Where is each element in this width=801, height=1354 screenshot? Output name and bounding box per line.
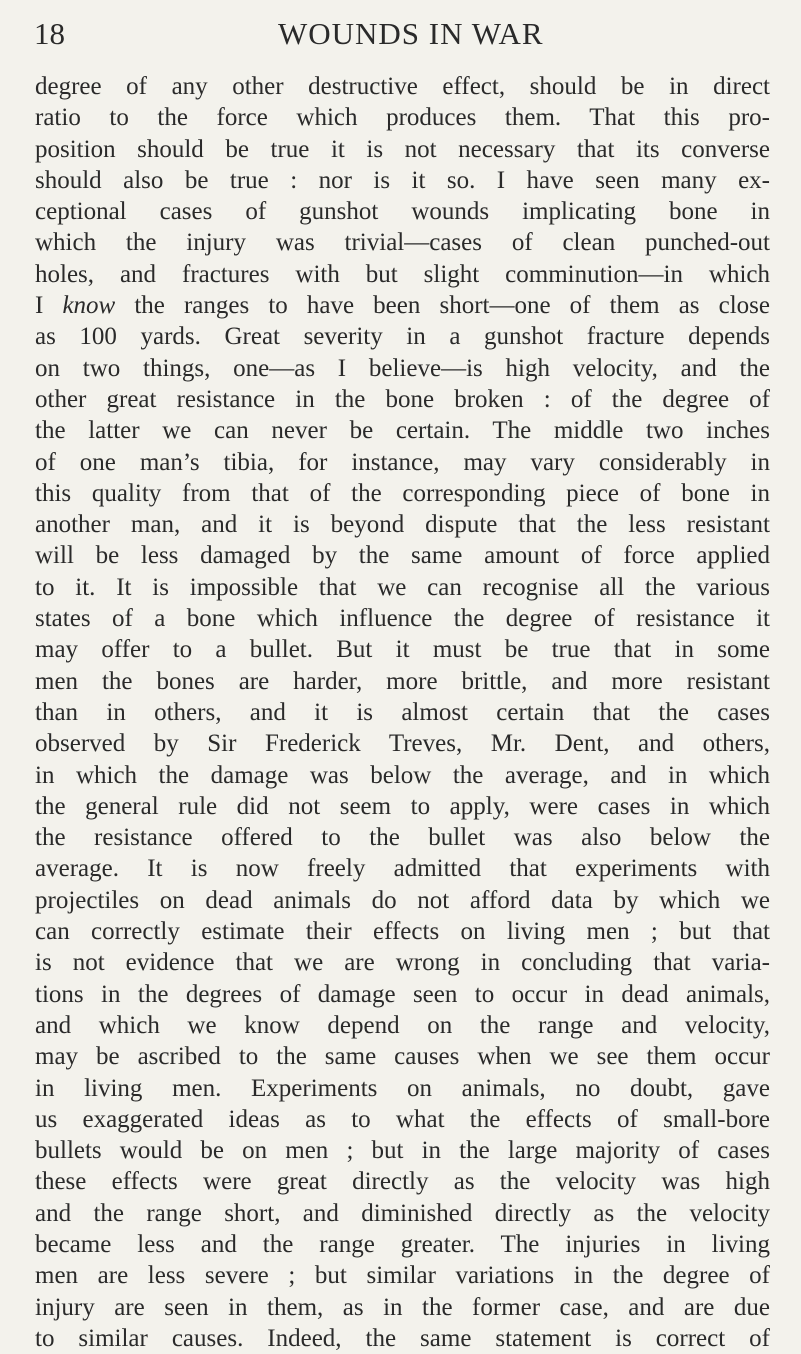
text-line: injury are seen in them, as in the former case, and are due xyxy=(35,1293,770,1321)
text-line: this quality from that of the corresponding piece of bone in xyxy=(35,479,770,507)
text-line: the resistance offered to the bullet was also below the xyxy=(35,824,770,852)
text-line: in living men. Experiments on animals, no doubt, gave xyxy=(35,1074,770,1102)
text-line: of one man’s tibia, for instance, may vary considerably in xyxy=(35,448,770,476)
text-fragment: I xyxy=(35,292,63,320)
text-line: and the range short, and diminished directly as the velocity xyxy=(35,1199,770,1227)
text-line: should also be true : nor is it so. I have seen many ex- xyxy=(35,166,770,194)
text-line: men are less severe ; but similar variations in the degree of xyxy=(35,1262,770,1290)
text-line: which the injury was trivial—cases of clean punched-out xyxy=(35,229,770,257)
text-line: position should be true it is not necessary that its converse xyxy=(35,135,770,163)
text-line: may offer to a bullet. But it must be true that in some xyxy=(35,636,770,664)
text-line: will be less damaged by the same amount of force applied xyxy=(35,542,770,570)
text-line: another man, and it is beyond dispute that the less resistant xyxy=(35,511,770,539)
running-head: WOUNDS IN WAR xyxy=(278,16,544,51)
text-line: on two things, one—as I believe—is high velocity, and the xyxy=(35,354,770,382)
text-line: these effects were great directly as the velocity was high xyxy=(35,1168,770,1196)
text-line: tions in the degrees of damage seen to occur in dead animals, xyxy=(35,980,770,1008)
text-line: average. It is now freely admitted that experiments with xyxy=(35,855,770,883)
text-line: degree of any other destructive effect, should be in direct xyxy=(35,73,770,100)
text-line-with-italic xyxy=(35,290,770,321)
text-line: projectiles on dead animals do not afford data by which we xyxy=(35,886,770,914)
text-line: than in others, and it is almost certain that the cases xyxy=(35,698,770,726)
text-line: ceptional cases of gunshot wounds implicating bone in xyxy=(35,198,770,226)
text-line: is not evidence that we are wrong in concluding that varia- xyxy=(35,949,770,977)
page-header xyxy=(0,14,801,54)
italic-emphasis: know xyxy=(62,292,116,320)
text-line: holes, and fractures with but slight comminution—in which xyxy=(35,260,770,288)
body-text xyxy=(35,71,770,1354)
text-line: men the bones are harder, more brittle, and more resistant xyxy=(35,667,770,695)
text-line: the general rule did not seem to apply, were cases in which xyxy=(35,792,770,820)
text-line: states of a bone which influence the degree of resistance it xyxy=(35,605,770,633)
text-line: ratio to the force which produces them. That this pro- xyxy=(35,104,770,132)
text-line: bullets would be on men ; but in the large majority of cases xyxy=(35,1137,770,1165)
text-line: to it. It is impossible that we can recognise all the various xyxy=(35,573,770,601)
text-line: may be ascribed to the same causes when we see them occur xyxy=(35,1043,770,1071)
text-line: can correctly estimate their effects on living men ; but that xyxy=(35,918,770,946)
text-line: in which the damage was below the average, and in which xyxy=(35,761,770,789)
text-line: as 100 yards. Great severity in a gunshot fracture depends xyxy=(35,323,770,351)
text-line: the latter we can never be certain. The middle two inches xyxy=(35,417,770,445)
text-line: us exaggerated ideas as to what the effects of small-bore xyxy=(35,1105,770,1133)
text-line: became less and the range greater. The injuries in living xyxy=(35,1230,770,1258)
text-line: other great resistance in the bone broken : of the degree of xyxy=(35,385,770,413)
page-number: 18 xyxy=(34,16,65,51)
text-line: observed by Sir Frederick Treves, Mr. Dent, and others, xyxy=(35,730,770,758)
text-line: to similar causes. Indeed, the same statement is correct of xyxy=(35,1324,770,1352)
text-line: and which we know depend on the range and velocity, xyxy=(35,1011,770,1039)
text-fragment: the ranges to have been short—one of them as close xyxy=(115,292,770,320)
